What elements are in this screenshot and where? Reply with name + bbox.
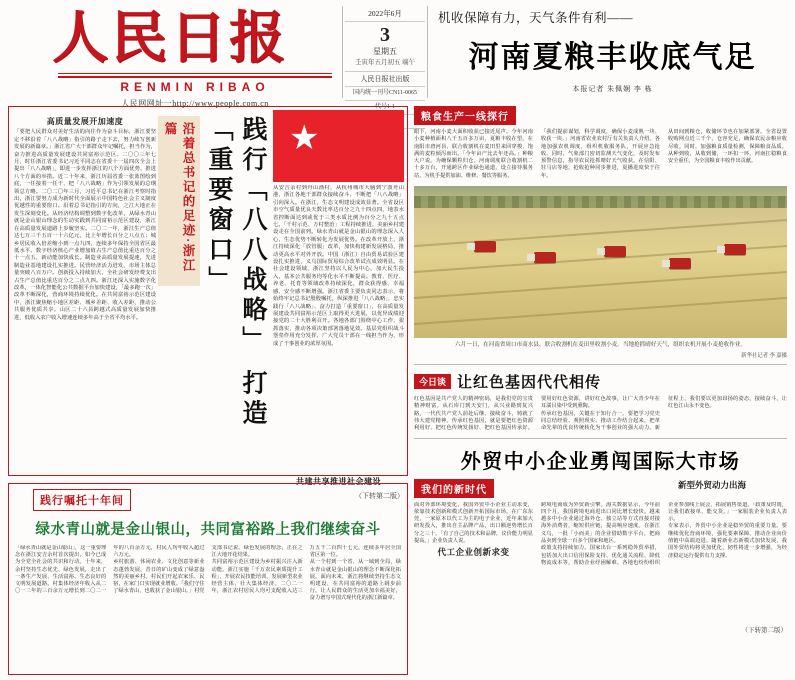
newspaper-website: 人民网网址一http://www.people.com.cn [121, 99, 269, 108]
grain-tag-row [414, 106, 787, 125]
section-divider [414, 364, 787, 365]
date-lunar: 壬寅年五月初五 端午 [354, 59, 416, 66]
grain-col-3: 从田间到粮仓，收储环节也在加紧部署。全省设置收购网点近三千个，仓容充足，确保农民余粮应收尽收。同时，加强粮食质量检测，保障粮食品质。从种到收，从收到储，一环扣一环，河南扛稳粮食安全重任，为全国粮食丰收作出贡献。 [668, 129, 787, 165]
promo-col-3: 共同富裕示范区建设为乡村振兴注入新动能。浙江实施「千万农民素质提升工程」，开展农民技能培训，发展新型农业经营主体，壮大集体经济。二〇二一年，浙江农村居民人均可支配收入达三万五千二百四十七元，连续多年居全国省区第一位。 [211, 545, 401, 595]
hero-continue-note: （下转第二版） [355, 492, 404, 500]
date-year-month: 2022年6月 [345, 8, 425, 22]
harvester-icon [669, 258, 691, 269]
photo-treeline [414, 196, 787, 208]
hero-body-col1: 「要把人民群众对美好生活的向往作为奋斗目标，浙江要坚定不移沿着「八八战略」指引的路子走下去，努力续写创新发展的新篇章。」浙江省广大干部群众牢记嘱托，担当作为，奋力推进高质量发展建设共同富裕示范区。二〇〇三年七月，时任浙江省委书记习近平同志在省委十一届四次全会上提出「八八战略」，即进一步发挥浙江的八个方面优势、推进八个方面的举措。近二十年来，浙江历届省委一张蓝图绘到底，一任接着一任干，把「八八战略」作为引领发展的总纲领总方略。二〇二〇年三月，习近平总书记在浙江考察时指出，浙江要努力成为新时代全面展示中国特色社会主义制度优越性的重要窗口。沿着总书记指引的方向，之江大地正在发生深刻变化。从经济结构调整到数字化改革，从绿水青山就是金山银山理念的生动实践到共同富裕示范区建设，浙江在高质量发展道路上步履坚实。二〇二一年，浙江生产总值达七万三千五百一十六亿元，比上年增长百分之八点五；城乡居民收入倍差缩小到一点九四，连续多年保持全国省区最低水平。数字经济核心产业增加值占生产总值比重达百分之十一点五，新动能加快成长。制造业高质量发展提速，先进制造业基地建设扎实推进。民营经济活力迸发，市场主体总量突破八百万户。创新投入持续加大，全社会研发经费支出占生产总值比重达百分之二点九四。浙江还深入实施数字化改革，一体化智能化公共数据平台加快建设，「最多跑一次」改革不断深化，营商环境持续优化。在共同富裕示范区建设中，浙江聚焦缩小地区差距、城乡差距、收入差距，推动公共服务优质共享。山区二十六县跨越式高质量发展加快推进，低收入农户收入增速连续多年高于全省平均水平。 [14, 129, 156, 321]
trade-subhead-1: 代工企业创新求变 [437, 547, 510, 558]
hero-feature-box [8, 106, 408, 500]
section-divider [414, 438, 787, 439]
grain-col-2: 「我们提前谋划，科学调度，确保小麦成熟一块、收获一块。」河南省农业农村厅有关负责人介绍。各地加强农机调度，组织机收服务队，开展应急抢收。同时，气象部门密切监测天气变化，及时发布预警信息，指导农民抢抓晴好天气收获。在信阳、驻马店等地，抢收抢种同步推进，夏播进度快于往年。 [541, 129, 660, 179]
newspaper-title-pinyin: RENMIN RIBAO [120, 80, 270, 94]
lead-story-head [428, 6, 787, 94]
trade-col-2: 跨境电商成为外贸新引擎。海关数据显示，今年前四个月，我国跨境电商进出口同比增长较快。越来越多中小企业通过海外仓、独立站等方式直接对接海外消费者，缩短供应链，提高响应速度。在浙江义乌，一批「小而美」的企业借助数字平台，把商品卖到全球一百多个国家和地区。 [541, 501, 660, 545]
left-column [8, 106, 408, 680]
publisher-name: 人民日报社出版 [345, 71, 425, 84]
newspaper-title-cn: 人民日报 [52, 5, 288, 71]
masthead [8, 5, 787, 110]
hero-subhead-left: 高质量发展开加速度 [46, 117, 124, 126]
hero-right-column [270, 110, 404, 500]
trade-col-1: 面对外部环境变化，我国外贸中小企业主动求变，依靠技术创新和模式创新开拓国际市场。在广东东莞，一家原本以代工为主的电子企业，近年来加大研发投入，推出自主品牌产品，出口额逆势增长百分之三十。「有了自己的技术和品牌，议价能力明显提高。」企业负责人说。 [414, 501, 533, 545]
era-tag-row [414, 479, 787, 498]
lead-kicker: 机收保障有力，天气条件有利—— [438, 11, 634, 25]
date-day: 3 [380, 24, 390, 46]
hero-left-text-column [12, 110, 160, 472]
hero-vertical-title-main: 践行「八八战略」 打造「重要窗口」 [205, 116, 268, 430]
grain-section-tag: 粮食生产一线探行 [414, 106, 516, 125]
harvester-icon [534, 252, 556, 263]
photo-caption: 六月一日，在河南省周口市商水县，联合收割机在麦田里收割小麦。当地抢抓晴好天气，组织农机开展小麦抢收作业。 [455, 342, 746, 349]
today-talk-title: 让红色基因代代相传 [457, 373, 602, 392]
lead-byline: 本报记者 朱佩娴 李 栋 [572, 85, 653, 93]
hero-subhead-mid: 共建共享推进社会建设 [296, 477, 381, 486]
trade-continue-note: （下转第二版） [741, 626, 787, 634]
hero-star-banner [273, 110, 404, 182]
harvester-icon [724, 244, 746, 255]
hero-body-col2: 从安吉余村到舟山渔村，从杭州城市大脑到宁波舟山港，浙江各地干部群众接续奋斗，不断把「八八战略」引向深入。在浙江，生态文明建设成效显著。全省设区市空气质量优良天数比率达百分之九十四点四，地表水省控断面达到或优于三类水质比例为百分之九十五点七。「千村示范、万村整治」工程持续推进，美丽乡村建设走在全国前列。绿水青山就是金山银山的理念深入人心，生态优势不断转化为发展优势。在改革开放上，浙江持续深化「放管服」改革，加快构建新发展格局，推动更高水平对外开放。中国（浙江）自由贸易试验区建设扎实推进，义乌国际贸易综合改革试点成效明显。在社会建设领域，浙江坚持以人民为中心，加大民生投入，基本公共服务均等化水平不断提高。教育、医疗、养老、托育等领域改革持续深化，群众获得感、幸福感、安全感不断增强。浙江省委主要负责同志表示，将始终牢记总书记殷殷嘱托，纵深推进「八八战略」，忠实践行「八八战略」、奋力打造「重要窗口」，在高质量发展建设共同富裕示范区上取得更大进展，以优异成绩迎接党的二十大胜利召开。各地各部门围绕中心工作，狠抓落实，推动各项决策部署落地见效。基层党组织战斗堡垒作用充分发挥，广大党员干部在一线担当作为，形成了干事创业的浓厚氛围。 [273, 185, 404, 347]
postal-code: 代号1-1 [345, 100, 425, 112]
today-talk-tag: 今日谈 [414, 374, 451, 389]
promo-feature-box [8, 483, 408, 675]
promo-body [15, 545, 401, 673]
harvester-icon [604, 246, 626, 257]
right-column [408, 106, 787, 680]
hero-vertical-title-series: 沿着总书记的足迹·浙江篇 [158, 116, 200, 286]
era-section-tag: 我们的新时代 [414, 479, 494, 498]
trade-headline: 外贸中小企业勇闯国际大市场 [460, 448, 741, 473]
trade-col-4: 专家表示，外贸中小企业是稳外贸的重要力量。要继续优化营商环境，强化要素保障，推动企业向价值链中高端迈进。随着新业态新模式加快发展，我国外贸结构将更加优化，韧性将进一步增强，为经济稳定运行提供有力支撑。 [668, 523, 787, 559]
hero-vertical-title-wrap [160, 110, 270, 472]
promo-col-2: 乡村旅游、休闲农业、文化创意等新业态蓬勃发展，昔日的矿山变成了绿意盎然的美丽乡村。村民们开起农家乐、民宿，在家门口实现就业增收。「我们守住了绿水青山，也收获了金山银山。」村党支部书记说。绿色发展的理念，正在之江大地开花结果。 [113, 545, 303, 595]
promo-headline: 绿水青山就是金山银山，共同富裕路上我们继续奋斗 [35, 521, 381, 538]
star-icon: ★ [289, 120, 320, 157]
newspaper-logo [8, 6, 338, 109]
photo-field-stripe [414, 268, 787, 301]
promo-col-4: 从一个村到一个省，从一域到全局，绿水青山就是金山银山的理念不断深化拓展。面向未来，浙江将继续坚持生态文明建设，在共同富裕的道路上阔步前行，让人民群众的生活更加幸福美好，奋力谱写中国式现代化的浙江新篇章。 [309, 559, 401, 602]
trade-col-3: 政策支持持续加力。国家出台一系列稳外贸举措，包括加大出口信用保险支持、优化通关流程、降低物流成本等，帮助企业纾困解难。各地也纷纷组织企业参加线上展会，拓展销售渠道。「政策及时雨，让我们敢接单、能交货。」一家服装企业负责人表示。 [541, 501, 787, 566]
photo-credit: 新华社记者 李 嘉摄 [741, 353, 787, 360]
harvester-icon [474, 241, 496, 252]
body-grid [8, 106, 787, 680]
today-talk-header [414, 371, 787, 392]
promo-tag: 践行嘱托十年间 [33, 489, 131, 511]
grain-col-1: 眼下，河南小麦大面积收获已接近尾声。今年河南小麦种植面积八千五百多万亩，夏粮丰收在望。在南阳市唐河县，联合收割机在麦田里来回穿梭，饱满的麦粒倾泻而出。「今年亩产比去年还高。」种粮大户说。为确保颗粒归仓，河南调度联合收割机二十多万台，开通跨区作业绿色通道，设立接待服务站，为机手提供加油、维修、餐饮等服务。 [414, 129, 533, 179]
grain-story-body [414, 129, 787, 180]
date-weekday: 星期五 [373, 47, 397, 56]
logo-divider-rule [58, 73, 332, 78]
promo-col-1: 「绿水青山就是金山银山」，这一重要理念在浙江安吉余村首次提出，如今已成为全党全社会的共识和行动。十年来，余村坚持生态优先、绿色发展，走出了一条生产发展、生活富裕、生态良好的文明发展道路。村集体经济年收入从二〇一二年的三百余万元增长到二〇二一年的八百余万元，村民人均年收入超过六万元。 [15, 545, 205, 595]
lead-headline: 河南夏粮丰收底气足 [468, 40, 757, 75]
publication-code: 国内统一刊号CN11-0065 [345, 86, 425, 98]
photo-field-stripe [414, 294, 787, 327]
harvest-photo [414, 186, 787, 338]
date-block [342, 6, 428, 110]
today-talk-col-2: 传承红色基因，关键在于知行合一。要把学习党史同总结经验、观照现实、推动工作结合起来，把革命先辈的优良传统转化为干事创业的强大动力。新征程上，我们要以更加昂扬的姿态，接续奋斗，让红色江山永不变色。 [541, 396, 787, 432]
today-talk-col-1: 红色基因是共产党人的精神密码，是我们党的宝贵精神财富。从石库门到天安门，从兴业路到复兴路，一代代共产党人前赴后继、接续奋斗，铸就了伟大建党精神。传承红色基因，就是要把红色资源利用好、把红色传统发扬好、把红色基因传承好。要用好红色资源，讲好红色故事，让广大青少年在耳濡目染中受到熏陶。 [414, 396, 660, 432]
today-talk-body [414, 396, 787, 432]
trade-body [414, 502, 787, 622]
trade-subhead-2: 新型外贸动力出海 [677, 479, 746, 490]
